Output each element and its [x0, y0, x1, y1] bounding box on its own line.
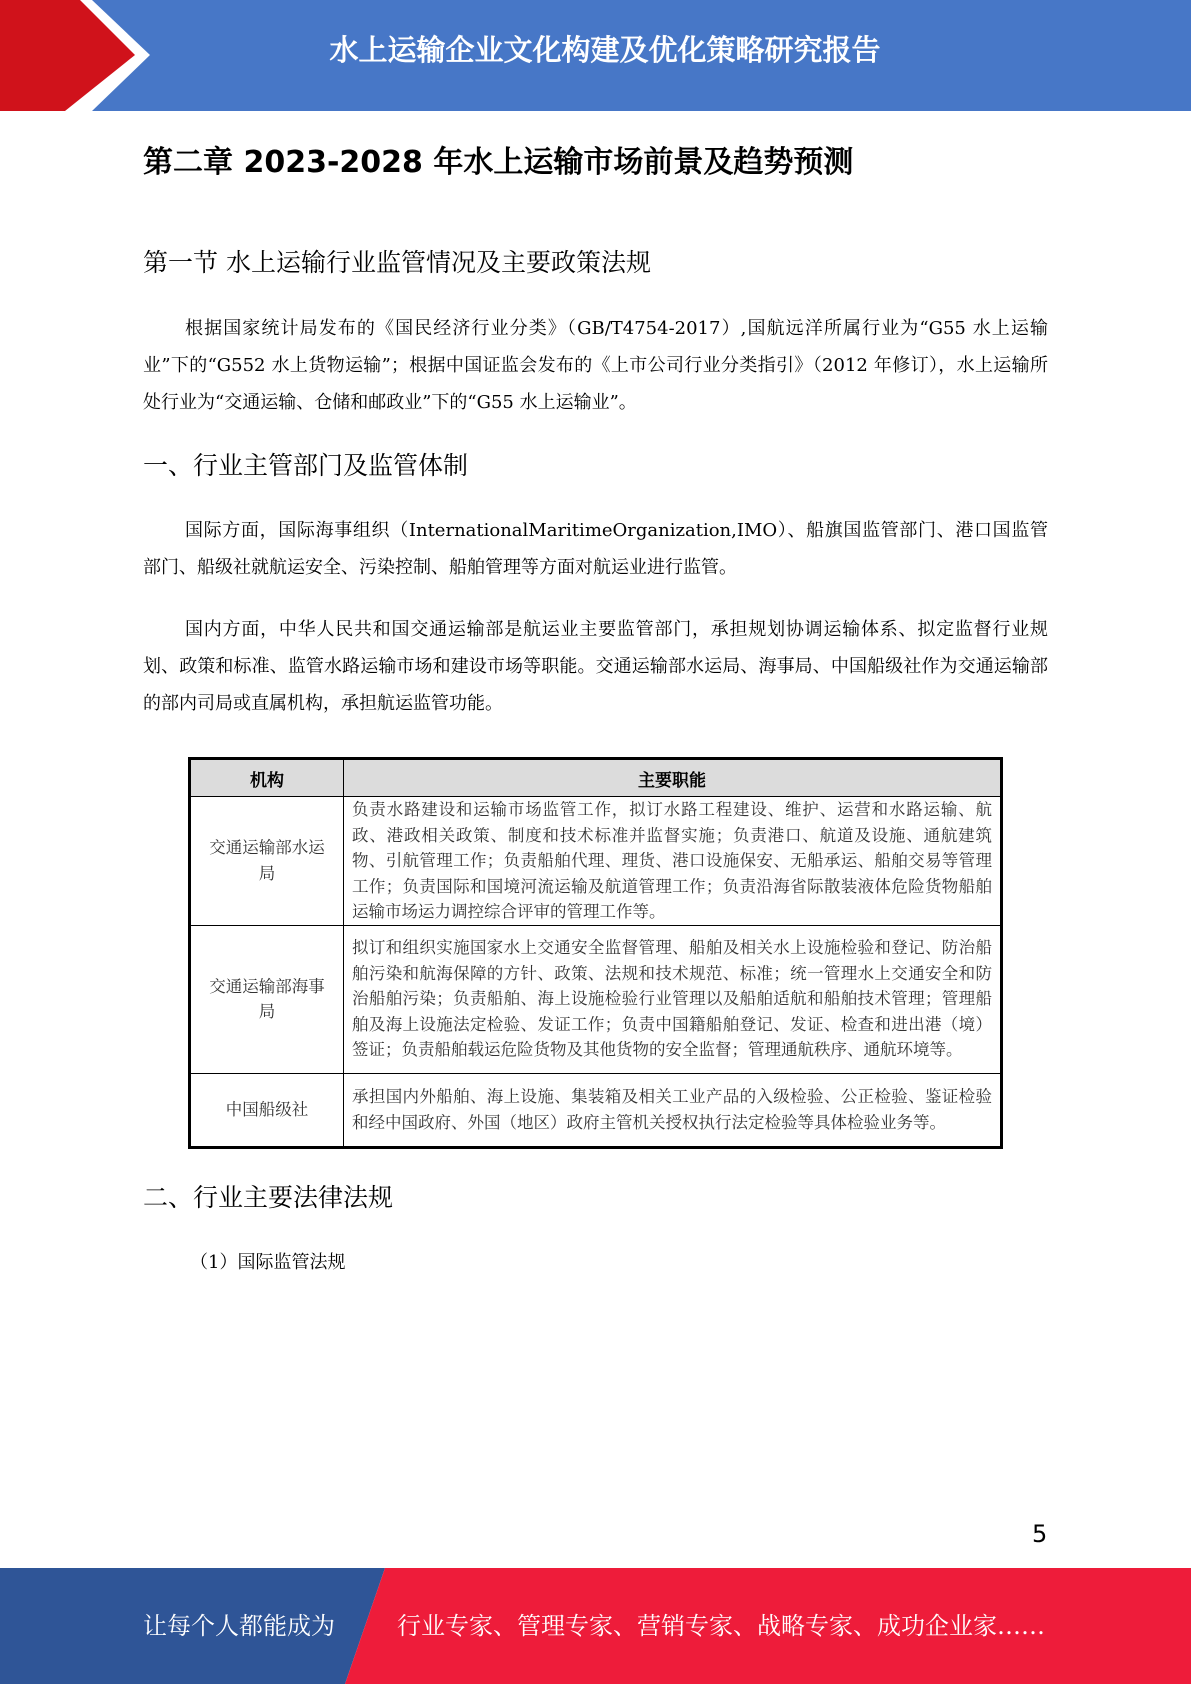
table-row [190, 1073, 1002, 1147]
org-name-cell: 中国船级社 [190, 1073, 344, 1147]
duty-cell: 负责水路建设和运输市场监管工作，拟订水路工程建设、维护、运营和水路运输、航政、港政相关政策、制度和技术标准并监督实施；负责港口、航道及设施、通航建筑物、引航管理工作；负责船舶代理、理货、港口设施保安、无船承运、船舶交易等管理工作；负责国际和国境河流运输及航道管理工作；负责沿海省际散装液体危险货物船舶运输市场运力调控综合评审的管理工作等。 [344, 797, 1002, 926]
column-header-org: 机构 [190, 759, 344, 797]
paragraph-domestic: 国内方面，中华人民共和国交通运输部是航运业主要监管部门，承担规划协调运输体系、拟定监督行业规划、政策和标准、监管水路运输市场和建设市场等职能。交通运输部水运局、海事局、中国船级社作为交通运输部的部内司局或直属机构，承担航运监管功能。 [143, 619, 1048, 714]
regulatory-bodies-table [188, 757, 1003, 1149]
paragraph-international: 国际方面，国际海事组织（InternationalMaritimeOrganization,IMO）、船旗国监管部门、港口国监管部门、船级社就航运安全、污染控制、船舶管理等方面对航运业进行监管。 [143, 520, 1048, 578]
report-title: 水上运输企业文化构建及优化策略研究报告 [329, 33, 881, 67]
duty-cell: 拟订和组织实施国家水上交通安全监督管理、船舶及相关水上设施检验和登记、防治船舶污染和航海保障的方针、政策、法规和技术规范、标准；统一管理水上交通安全和防治船舶污染；负责船舶、海上设施检验行业管理以及船舶适航和船舶技术管理；管理船舶及海上设施法定检验、发证工作；负责中国籍船舶登记、发证、检查和进出港（境）签证；负责船舶载运危险货物及其他货物的安全监督；管理通航秩序、通航环境等。 [344, 925, 1002, 1073]
column-header-duty: 主要职能 [344, 759, 1002, 797]
footer-banner [0, 1568, 1191, 1684]
section-title: 第一节 水上运输行业监管情况及主要政策法规 [143, 248, 651, 277]
table-row [190, 925, 1002, 1073]
chapter-title: 第二章 2023-2028 年水上运输市场前景及趋势预测 [143, 145, 854, 180]
intro-paragraph: 根据国家统计局发布的《国民经济行业分类》（GB/T4754-2017）,国航远洋所属行业为“G55 水上运输业”下的“G552 水上货物运输”；根据中国证监会发布的《上市公司行业分类指引》（2012 年修订），水上运输所处行业为“交通运输、仓储和邮政业”下的“G55 水上运输业”。 [143, 318, 1048, 413]
subsection-heading-2: 二、行业主要法律法规 [143, 1183, 394, 1212]
org-name-cell: 交通运输部海事局 [190, 925, 344, 1073]
page-number: 5 [1032, 1520, 1048, 1548]
footer-slogan-left: 让每个人都能成为 [143, 1612, 335, 1640]
table-header-row [190, 759, 1002, 797]
list-item-international-regulations: （1）国际监管法规 [190, 1252, 346, 1273]
org-name-cell: 交通运输部水运局 [190, 797, 344, 926]
subsection-heading-1: 一、行业主管部门及监管体制 [143, 451, 469, 480]
table-row [190, 797, 1002, 926]
duty-cell: 承担国内外船舶、海上设施、集装箱及相关工业产品的入级检验、公正检验、鉴证检验和经中国政府、外国（地区）政府主管机关授权执行法定检验等具体检验业务等。 [344, 1073, 1002, 1147]
footer-slogan-right: 行业专家、管理专家、营销专家、战略专家、成功企业家…… [397, 1612, 1045, 1640]
header-banner [0, 0, 1191, 111]
